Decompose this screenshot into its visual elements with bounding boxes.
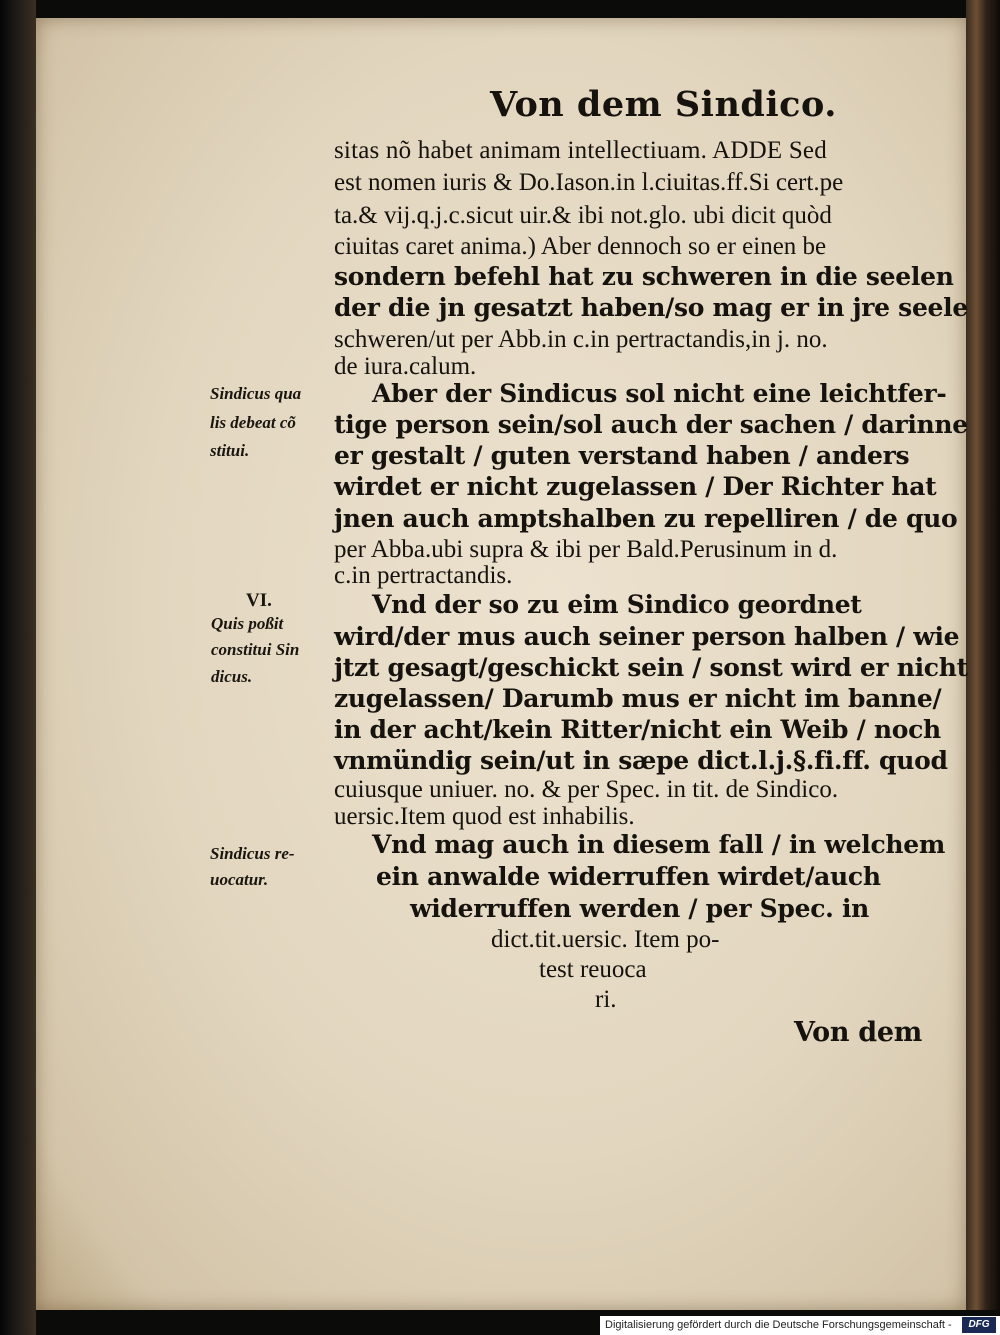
- scan-left-edge: [0, 0, 36, 1335]
- dfg-logo-icon: DFG: [962, 1317, 996, 1333]
- body-line: vnmündig sein/ut in sæpe dict.l.j.§.fi.ff. quod: [334, 746, 948, 775]
- section-number: VI.: [246, 590, 272, 611]
- body-line: wirdet er nicht zugelassen / Der Richter hat: [334, 472, 937, 501]
- body-line: est nomen iuris & Do.Iason.in l.ciuitas.ff.Si cert.pe: [334, 169, 844, 196]
- body-line: sondern befehl hat zu schweren in die seelen: [334, 262, 954, 291]
- catchword: Von dem: [794, 1017, 923, 1048]
- body-line: ciuitas caret anima.) Aber dennoch so er einen be: [334, 233, 827, 260]
- body-line: per Abba.ubi supra & ibi per Bald.Perusinum in d.: [334, 536, 838, 563]
- marginal-note: lis debeat cõ: [210, 413, 296, 432]
- body-line: sitas nõ habet animam intellectiuam. ADDE Sed: [334, 137, 827, 164]
- marginal-note: constitui Sin: [211, 640, 300, 659]
- body-line: Vnd mag auch in diesem fall / in welchem: [372, 830, 946, 859]
- body-line: ri.: [595, 986, 617, 1013]
- body-line: Vnd der so zu eim Sindico geordnet: [372, 590, 862, 619]
- body-line: de iura.calum.: [334, 353, 477, 380]
- book-spine-edge: [966, 0, 1000, 1310]
- body-line: tige person sein/sol auch der sachen / darinne: [334, 410, 968, 439]
- body-line: schweren/ut per Abb.in c.in pertractandis,in j. no.: [334, 326, 828, 353]
- marginal-note: Sindicus re-: [210, 844, 295, 863]
- body-line: c.in pertractandis.: [334, 562, 513, 589]
- marginal-note: Quis poßit: [211, 614, 284, 633]
- body-line: dict.tit.uersic. Item po-: [491, 926, 720, 953]
- body-line: cuiusque uniuer. no. & per Spec. in tit. de Sindico.: [334, 776, 839, 803]
- body-line: ta.& vij.q.j.c.sicut uir.& ibi not.glo. ubi dicit quòd: [334, 202, 832, 229]
- digitization-credit: Digitalisierung gefördert durch die Deutsche Forschungsgemeinschaft -: [605, 1319, 952, 1331]
- body-line: uersic.Item quod est inhabilis.: [334, 803, 635, 830]
- body-line: widerruffen werden / per Spec. in: [410, 894, 870, 923]
- body-line: der die jn gesatzt haben/so mag er in jre seele: [334, 293, 968, 322]
- body-line: test reuoca: [539, 956, 647, 983]
- body-line: wird/der mus auch seiner person halben / wie: [334, 622, 960, 651]
- body-line: jnen auch amptshalben zu repelliren / de quo: [334, 504, 958, 533]
- marginal-note: dicus.: [211, 667, 253, 686]
- marginal-note: stitui.: [210, 441, 250, 460]
- running-head: Von dem Sindico.: [490, 84, 837, 125]
- marginal-note: uocatur.: [210, 870, 269, 889]
- body-line: ein anwalde widerruffen wirdet/auch: [376, 862, 881, 891]
- body-line: Aber der Sindicus sol nicht eine leichtfer-: [372, 379, 947, 408]
- body-line: jtzt gesagt/geschickt sein / sonst wird er nicht: [334, 653, 968, 682]
- body-line: in der acht/kein Ritter/nicht ein Weib / noch: [334, 715, 941, 744]
- body-line: er gestalt / guten verstand haben / anders: [334, 441, 910, 470]
- body-line: zugelassen/ Darumb mus er nicht im banne/: [334, 684, 942, 713]
- marginal-note: Sindicus qua: [210, 384, 302, 403]
